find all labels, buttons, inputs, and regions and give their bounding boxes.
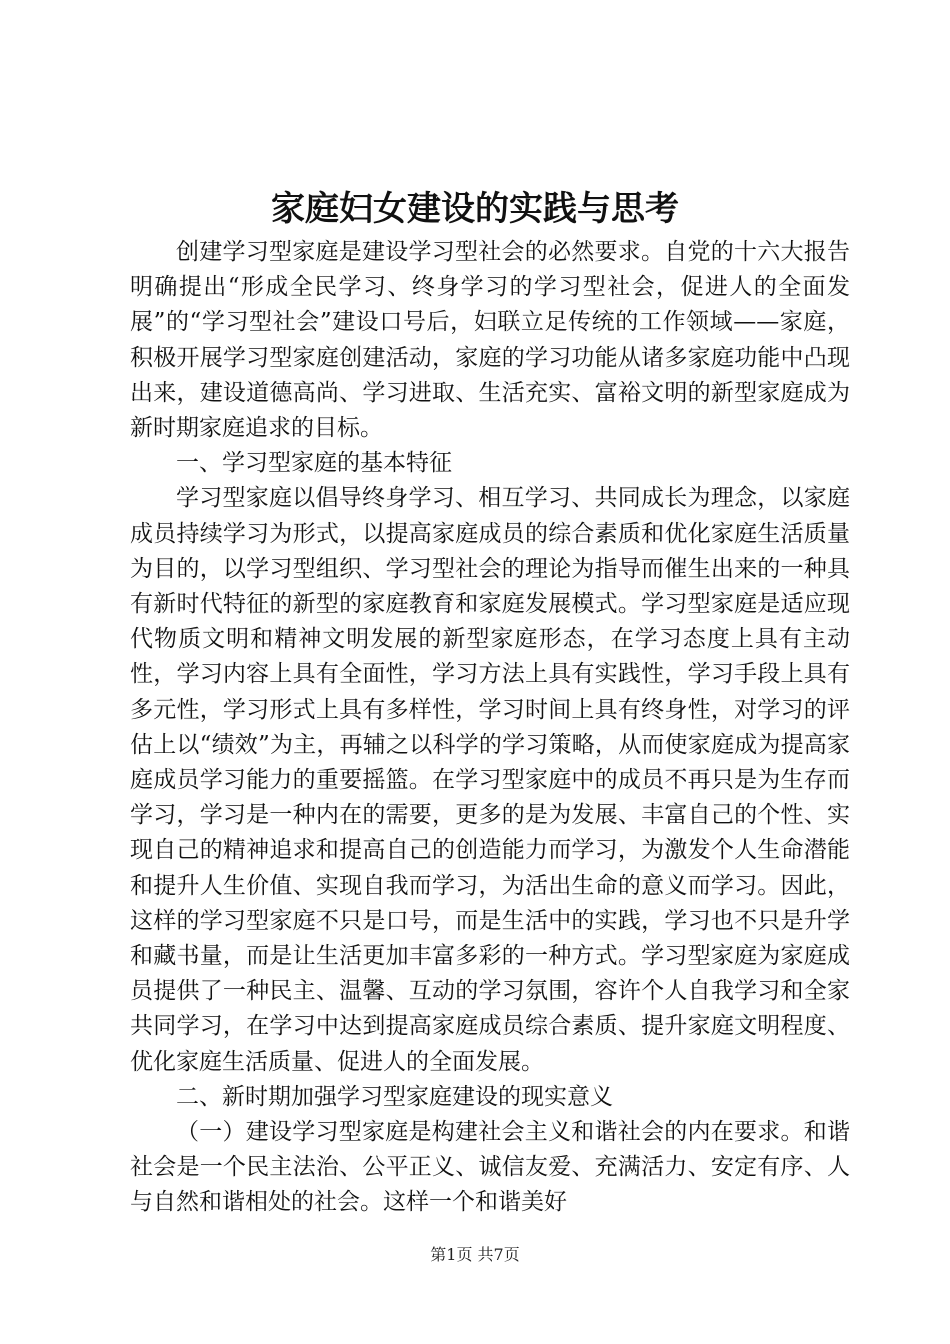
paragraph-intro: 创建学习型家庭是建设学习型社会的必然要求。自党的十六大报告明确提出“形成全民学习、终身学习的学习型社会，促进人的全面发展”的“学习型社会”建设口号后，妇联立足传统的工作领域——家庭，积极开展学习型家庭创建活动，家庭的学习功能从诸多家庭功能中凸现出来，建设道德高尚、学习进取、生活充实、富裕文明的新型家庭成为新时期家庭追求的目标。 [130,239,850,442]
page-number-footer: 第1页 共7页 [430,1245,520,1264]
paragraph-features: 学习型家庭以倡导终身学习、相互学习、共同成长为理念，以家庭成员持续学习为形式，以提高家庭成员的综合素质和优化家庭生活质量为目的，以学习型组织、学习型社会的理论为指导而催生出来的一种具有新时代特征的新型的家庭教育和家庭发展模式。学习型家庭是适应现代物质文明和精神文明发展的新型家庭形态，在学习态度上具有主动性，学习内容上具有全面性，学习方法上具有实践性，学习手段上具有多元性，学习形式上具有多样性，学习时间上具有终身性，对学习的评估上以“绩效”为主，再辅之以科学的学习策略，从而使家庭成为提高家庭成员学习能力的重要摇篮。在学习型家庭中的成员不再只是为生存而学习，学习是一种内在的需要，更多的是为发展、丰富自己的个性、实现自己的精神追求和提高自己的创造能力而学习，为激发个人生命潜能和提升人生价值、实现自我而学习，为活出生命的意义而学习。因此，这样的学习型家庭不只是口号，而是生活中的实践，学习也不只是升学和藏书量，而是让生活更加丰富多彩的一种方式。学习型家庭为家庭成员提供了一种民主、温馨、互动的学习氛围，容许个人自我学习和全家共同学习，在学习中达到提高家庭成员综合素质、提升家庭文明程度、优化家庭生活质量、促进人的全面发展。 [130,485,850,1075]
section-heading-1: 一、学习型家庭的基本特征 [176,450,452,477]
document-body [130,235,850,1221]
section-heading-2: 二、新时期加强学习型家庭建设的现实意义 [176,1083,613,1110]
document-title: 家庭妇女建设的实践与思考 [271,189,679,229]
paragraph-significance: （一）建设学习型家庭是构建社会主义和谐社会的内在要求。和谐社会是一个民主法治、公平正义、诚信友爱、充满活力、安定有序、人与自然和谐相处的社会。这样一个和谐美好 [130,1119,850,1216]
